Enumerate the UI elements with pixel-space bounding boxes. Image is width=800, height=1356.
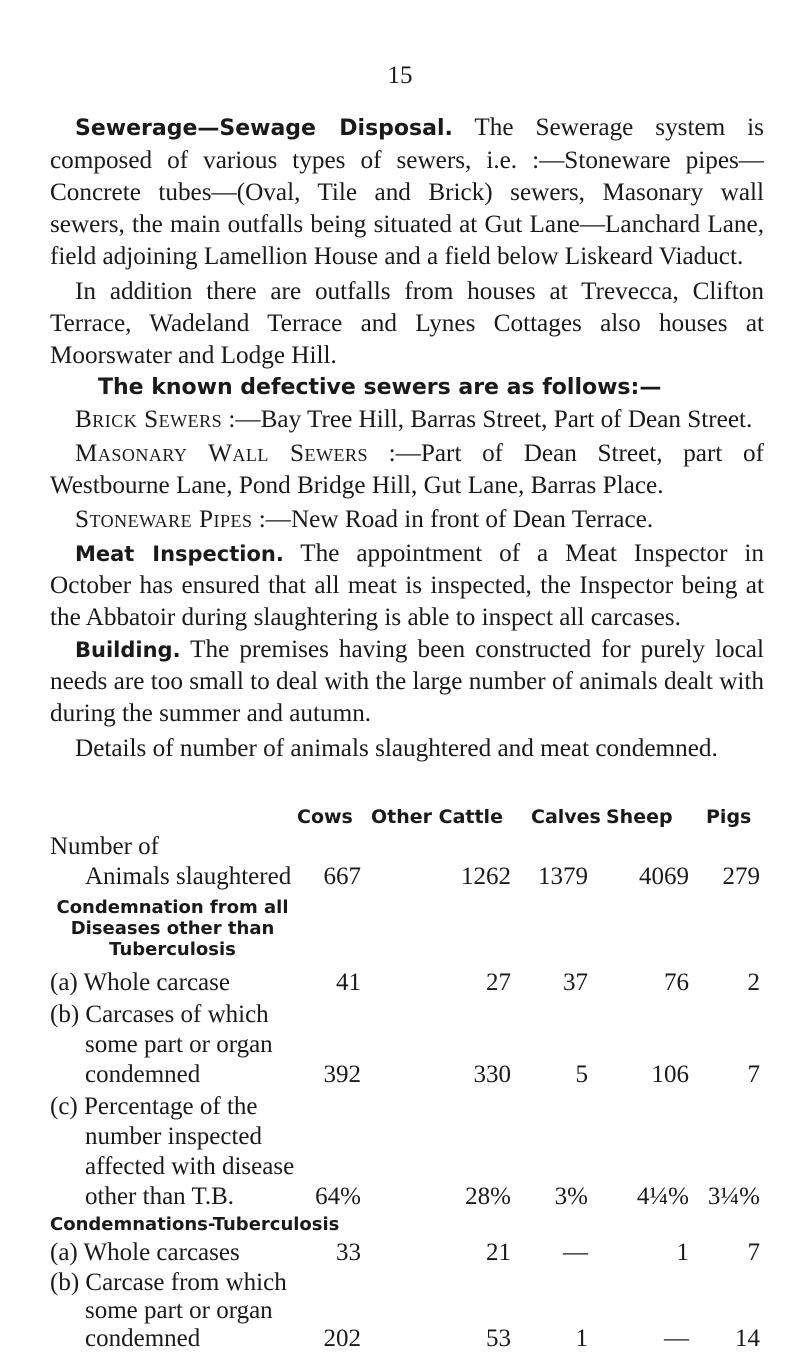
paragraph-sewerage	[50, 112, 764, 273]
s1b-sheep: 106	[651, 1061, 689, 1088]
s2a-sheep: 1	[676, 1239, 689, 1266]
s1b-cows: 392	[323, 1061, 361, 1088]
s1c-other-cattle: 28%	[465, 1183, 511, 1210]
section-other-diseases-line-3: Tuberculosis	[109, 939, 236, 960]
s1c-label-1: (c) Percentage of the	[50, 1093, 258, 1120]
stoneware-pipes-text: :—New Road in front of Dean Terrace.	[252, 506, 654, 533]
s1b-other-cattle: 330	[473, 1061, 511, 1088]
stoneware-pipes-label: Stoneware Pipes	[75, 506, 253, 533]
s1b-pigs: 7	[747, 1061, 760, 1088]
masonary-sewers-text: :—Part of Dean Street, part of Westbourne Lane, Pond Bridge Hill, Gut Lane, Barras Place.	[50, 440, 764, 499]
col-calves: Calves	[531, 806, 601, 828]
section-other-diseases-line-1: Condemnation from all	[56, 897, 289, 918]
col-other-cattle: Other Cattle	[371, 806, 503, 828]
s1c-label-3: affected with disease	[85, 1153, 295, 1180]
s1a-pigs: 2	[747, 969, 760, 996]
slaughtered-label-2: Animals slaughtered	[85, 863, 292, 890]
s2a-calves: —	[563, 1239, 588, 1266]
s1c-cows: 64%	[315, 1183, 361, 1210]
slaughtered-sheep: 4069	[639, 863, 689, 890]
heading-meat-inspection: Meat Inspection.	[75, 542, 284, 566]
s2b-pigs: 14	[735, 1325, 760, 1352]
meat-inspection-text: The appointment of a Meat Inspector in October has ensured that all meat is inspected, the Inspector being at the Abbatoir during slaughtering is able to inspect all carcases.	[50, 540, 764, 631]
masonary-sewers-label: Masonary Wall Sewers	[75, 440, 369, 467]
col-cows: Cows	[297, 806, 353, 828]
s2b-label-1: (b) Carcase from which	[50, 1269, 287, 1296]
s1c-pigs: 3¼%	[707, 1183, 760, 1210]
brick-sewers-label: Brick Sewers	[75, 406, 223, 433]
page-number: 15	[387, 62, 413, 89]
body-text	[50, 112, 764, 765]
slaughtered-label-1: Number of	[50, 833, 159, 860]
paragraph-meat-inspection	[50, 538, 764, 634]
s1c-calves: 3%	[554, 1183, 588, 1210]
col-sheep: Sheep	[606, 806, 673, 828]
section-tuberculosis: Condemnations-Tuberculosis	[50, 1214, 340, 1235]
paragraph-details: Details of number of animals slaughtered and meat condemned.	[75, 735, 718, 762]
s1a-cows: 41	[336, 969, 361, 996]
slaughtered-pigs: 279	[722, 863, 760, 890]
s2b-other-cattle: 53	[486, 1325, 511, 1352]
s2b-label-3: condemned	[85, 1325, 201, 1352]
s1b-calves: 5	[575, 1061, 588, 1088]
s2a-label: (a) Whole carcases	[50, 1239, 240, 1266]
s2b-label-2: some part or organ	[85, 1297, 273, 1324]
paragraph-brick-sewers	[50, 404, 764, 436]
s2a-pigs: 7	[747, 1239, 760, 1266]
s1a-sheep: 76	[664, 969, 689, 996]
slaughtered-other-cattle: 1262	[461, 863, 511, 890]
s1b-label-3: condemned	[85, 1061, 201, 1088]
s1c-label-4: other than T.B.	[85, 1183, 235, 1210]
slaughtered-calves: 1379	[538, 863, 588, 890]
s1a-label: (a) Whole carcase	[50, 969, 230, 996]
paragraph-stoneware-pipes	[50, 504, 764, 536]
sewerage-text: The Sewerage system is composed of various types of sewers, i.e. :—Stoneware pipes—Concrete tubes—(Oval, Tile and Brick) sewers, Masonary wall sewers, the main outfalls being situated at Gut Lane—Lanchard Lane, field adjoining Lamellion House and a field below Liskeard Viaduct.	[50, 114, 764, 270]
paragraph-outfalls: In addition there are outfalls from houses at Trevecca, Clifton Terrace, Wadeland Terrace and Lynes Cottages also houses at Moorswater and Lodge Hill.	[50, 278, 764, 369]
s1b-label-1: (b) Carcases of which	[50, 1001, 269, 1028]
s2b-calves: 1	[575, 1325, 588, 1352]
s1b-label-2: some part or organ	[85, 1031, 273, 1058]
s2b-cows: 202	[323, 1325, 361, 1352]
building-text: The premises having been constructed for purely local needs are too small to deal with the large number of animals dealt with during the summer and autumn.	[50, 636, 764, 727]
s1a-other-cattle: 27	[486, 969, 511, 996]
s1c-sheep: 4¼%	[636, 1183, 689, 1210]
s2a-cows: 33	[336, 1239, 361, 1266]
table-header	[0, 806, 800, 834]
s2b-sheep: —	[664, 1325, 689, 1352]
s1a-calves: 37	[563, 969, 588, 996]
heading-building: Building.	[75, 638, 181, 662]
col-pigs: Pigs	[706, 806, 752, 828]
paragraph-building	[50, 634, 764, 730]
heading-sewerage: Sewerage—Sewage Disposal.	[75, 116, 453, 141]
section-other-diseases	[50, 897, 295, 960]
s1c-label-2: number inspected	[85, 1123, 263, 1150]
paragraph-masonary-sewers	[50, 438, 764, 502]
slaughtered-cows: 667	[323, 863, 361, 890]
section-other-diseases-line-2: Diseases other than	[70, 918, 275, 939]
s2a-other-cattle: 21	[486, 1239, 511, 1266]
brick-sewers-text: :—Bay Tree Hill, Barras Street, Part of Dean Street.	[222, 406, 753, 433]
defective-sewers-heading: The known defective sewers are as follows:—	[98, 375, 662, 400]
